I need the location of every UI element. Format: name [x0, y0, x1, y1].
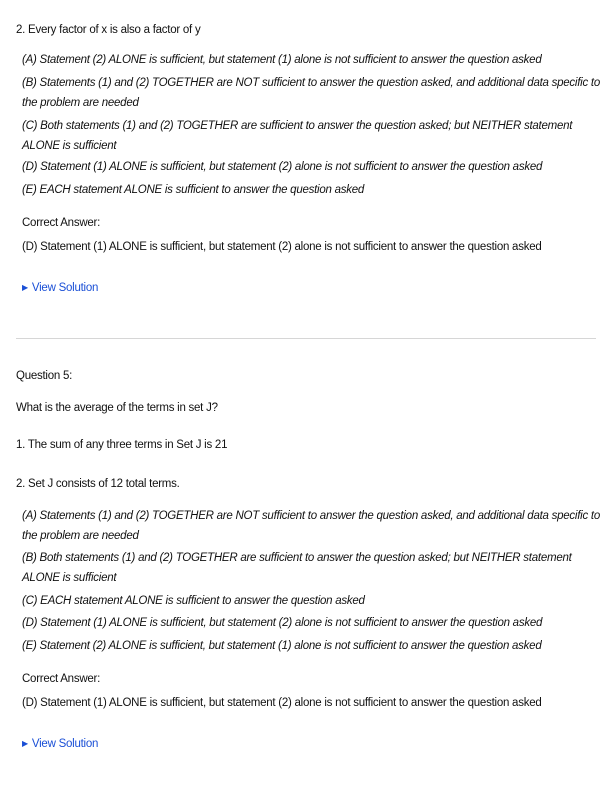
triangle-right-icon: ▶: [22, 739, 28, 748]
q4-statement-2: 2. Every factor of x is also a factor of y: [16, 24, 201, 36]
q5-option-b: (B) Both statements (1) and (2) TOGETHER are sufficient to answer the question asked; but NEITHER statement ALONE is sufficient: [22, 552, 572, 584]
q4-option-d: (D) Statement (1) ALONE is sufficient, but statement (2) alone is not sufficient to answer the question asked: [22, 161, 543, 173]
q5-statement-1: 1. The sum of any three terms in Set J is 21: [16, 439, 228, 451]
q5-option-c: (C) EACH statement ALONE is sufficient to answer the question asked: [22, 595, 365, 607]
q5-question: What is the average of the terms in set J?: [16, 402, 218, 414]
q4-option-b: (B) Statements (1) and (2) TOGETHER are NOT sufficient to answer the question asked, and additional data specific to the problem are needed: [22, 77, 601, 109]
q5-view-solution-label: View Solution: [31, 738, 99, 750]
q4-view-solution-label: View Solution: [31, 282, 99, 294]
q4-option-c: (C) Both statements (1) and (2) TOGETHER are sufficient to answer the question asked; but NEITHER statement ALONE is sufficient: [22, 120, 573, 152]
q4-option-e: (E) EACH statement ALONE is sufficient to answer the question asked: [22, 184, 365, 196]
q4-correct-answer-text: (D) Statement (1) ALONE is sufficient, but statement (2) alone is not sufficient to answer the question asked: [22, 241, 542, 253]
q4-option-a: (A) Statement (2) ALONE is sufficient, but statement (1) alone is not sufficient to answer the question asked: [22, 54, 542, 66]
q5-option-e: (E) Statement (2) ALONE is sufficient, but statement (1) alone is not sufficient to answer the question asked: [22, 640, 542, 652]
q4-correct-answer-label: Correct Answer:: [22, 217, 101, 229]
q5-view-solution-link[interactable]: [22, 738, 98, 750]
q4-view-solution-link[interactable]: [22, 282, 98, 294]
q5-option-a: (A) Statements (1) and (2) TOGETHER are NOT sufficient to answer the question asked, and additional data specific to the problem are needed: [22, 510, 601, 542]
q5-correct-answer-text: (D) Statement (1) ALONE is sufficient, but statement (2) alone is not sufficient to answer the question asked: [22, 697, 542, 709]
q5-statement-2: 2. Set J consists of 12 total terms.: [16, 478, 180, 490]
q5-option-d: (D) Statement (1) ALONE is sufficient, but statement (2) alone is not sufficient to answer the question asked: [22, 617, 543, 629]
question-divider: [16, 338, 596, 339]
triangle-right-icon: ▶: [22, 283, 28, 292]
q5-label: Question 5:: [16, 370, 73, 382]
q5-correct-answer-label: Correct Answer:: [22, 673, 101, 685]
